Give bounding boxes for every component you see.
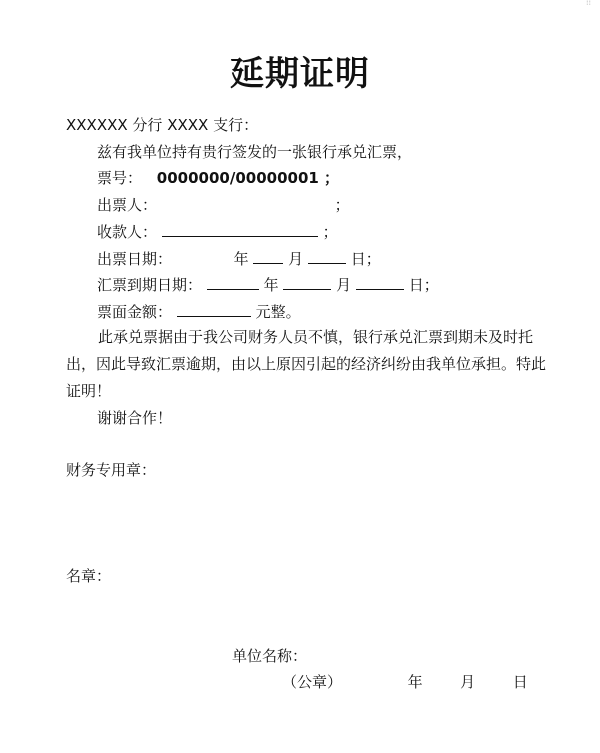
drawer-label: 出票人： — [97, 196, 158, 214]
thanks-line: 谢谢合作！ — [97, 409, 173, 427]
amount-unit: 元整。 — [255, 303, 301, 321]
payee-blank — [162, 222, 318, 237]
intro-line: 兹有我单位持有贵行签发的一张银行承兑汇票， — [97, 143, 413, 161]
drawer-end: ； — [334, 196, 350, 214]
due-day-blank — [356, 275, 404, 290]
ticket-number-label: 票号： — [97, 169, 143, 187]
due-month: 月 — [336, 276, 352, 294]
issue-day-blank — [308, 249, 346, 264]
due-date-line — [97, 275, 439, 295]
drawer-line — [97, 195, 350, 215]
document-title: 延期证明 — [230, 54, 370, 94]
page-corner-mark: ⁞⁞ — [586, 0, 592, 7]
payee-end: ； — [322, 223, 338, 241]
due-day: 日； — [408, 276, 439, 294]
due-year: 年 — [263, 276, 279, 294]
payee-label: 收款人： — [97, 223, 158, 241]
sign-day: 日 — [512, 673, 528, 691]
unit-name-label: 单位名称： — [232, 647, 308, 665]
issue-month-blank — [253, 249, 283, 264]
amount-label: 票面金额： — [97, 303, 173, 321]
issue-month: 月 — [288, 250, 304, 268]
issue-day: 日； — [350, 250, 381, 268]
amount-blank — [177, 302, 251, 317]
due-month-blank — [283, 275, 331, 290]
sign-year: 年 — [407, 673, 423, 691]
official-seal-label: （公章） — [282, 673, 343, 691]
sign-month: 月 — [460, 673, 476, 691]
issue-date-line — [97, 249, 381, 269]
finance-seal-label: 财务专用章： — [66, 461, 157, 479]
ticket-number-value: 0000000/00000001 ； — [156, 169, 340, 187]
ticket-number-line — [97, 168, 339, 188]
addressee-line: XXXXXX 分行 XXXX 支行： — [66, 116, 259, 134]
due-year-blank — [207, 275, 259, 290]
issue-year: 年 — [233, 250, 249, 268]
amount-line — [97, 302, 301, 322]
payee-line — [97, 222, 338, 242]
due-date-label: 汇票到期日期： — [97, 276, 203, 294]
name-seal-label: 名章： — [66, 567, 112, 585]
signature-date-line — [282, 672, 528, 692]
issue-date-label: 出票日期： — [97, 250, 173, 268]
body-paragraph: 此承兑票据由于我公司财务人员不慎，银行承兑汇票到期未及时托出，因此导致汇票逾期，由以上原因引起的经济纠纷由我单位承担。特此证明！ — [66, 328, 547, 400]
